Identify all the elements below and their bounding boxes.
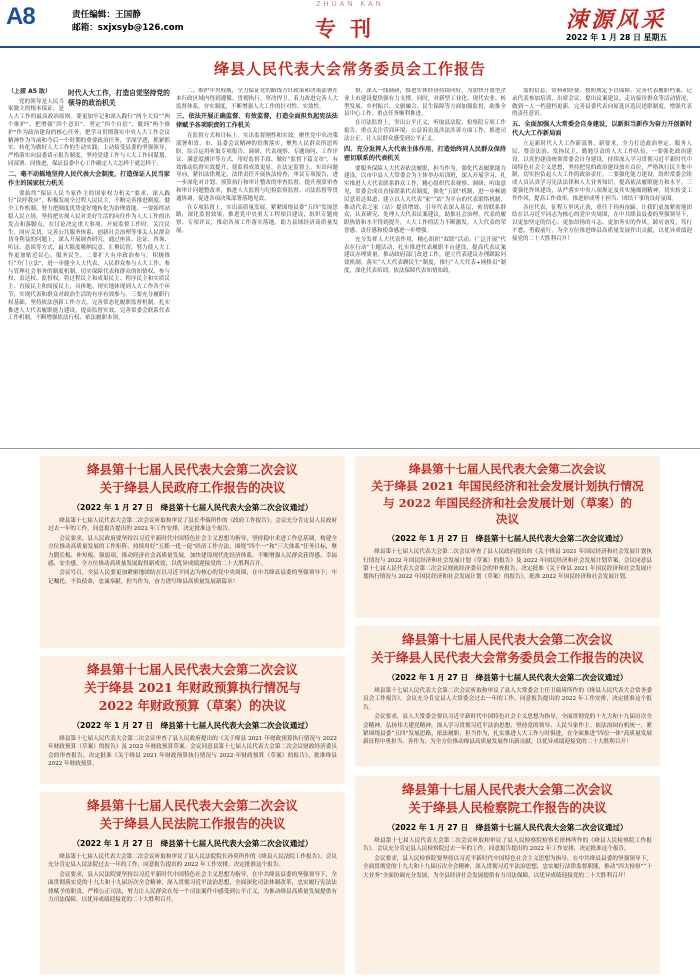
paragraph: 绛县第十七届人民代表大会第二次会议听取和审议了县人民检察院检察长徐林所作的《绛县人民检察院工作报告》。会议充分肯定县人民检察院过去一年的工作，同意报告提出的 2022 年工作安排，决定批准这个报告。 — [363, 837, 652, 853]
paragraph: 要服务保障人大代表依法履职，担当作为。强化代表履职能力建设，以市中县人大常委会为主体举办培训班，深入开展学习，扎实推进人大代表联系群众工作，精心组织代表视察、调研、听取意见，常委会成员直接联系代表制度，强化“五联”机制，进一步畅通民意表达渠道；建立以人大代表“家”“站”为平台的代表联络机制，推动代表之家（站）提质增效，引导代表深入基层，密切联系群众，认真研究、处理人大代表议案建议，助推社会治理，代表的履职热情和水平得到提升，人大工作的活力不断激发，人大代表的荣誉感、责任感和使命感进一步增强。 — [344, 165, 506, 234]
section-rule — [0, 448, 700, 449]
resolution-title-line: 绛县第十七届人民代表大会第二次会议 — [408, 462, 607, 476]
paragraph: 要始终“保证人民当家作主的国家权力机关”要求，深入践行“民呼我应”，积极发展全过程人民民主，不断完善推进制度、健全工作机制、努力把制度优势更好地转化为治理效能。一要始终站稳人民立场，坚持把实现人民对美好生活的向往作为人大工作的出发点和落脚点，在讨论决定重大事项、开展监督工作时，关注民生，回应关切，完善公共服务体系，创新社会治理等事关人民群众切身利益的问题上，深入开展调查研究，通过座谈、论证、咨询、听证、恳谈等方式，最大限度吸纳民意、汇聚民智，努力使人大工作更加贴近民心、服务民生。二要扩大有序政治参与。积极推行“开门立法”，进一步健全人大代表、人民群众参与人大工作、参与管理社会事务的制度机制，切实保障代表和群众的知情权、参与权、表达权、监督权，将过程民主和成果民主、程序民主和实质民主、直接民主和间接民主，具体地、现实地体现到人大工作各个环节，实现代表和群众对政治生活的有序有效参与。三要充分履职行权基础。坚持依法创新工作方式，完善常态化履职监督机制，扎实推进人大代表履职能力建设，提高监督实效，完善常委会联系代表工作机制，不断增强依法行权、依法履职本领。 — [8, 190, 170, 322]
brand-logo: 涑源风采 — [566, 7, 667, 33]
resolution-text — [363, 837, 652, 880]
editor-email: 邮箱：sxjxsyb@126.com — [72, 23, 184, 33]
section-english: ZHUAN KAN — [316, 1, 384, 8]
paragraph: 察，深入一线调研，推进实体经济持续向好，为加快开放型企业上市建设提供强有力支撑。同时，对新型工业化、现代农业、转型发展、乡村振兴、文旅融合、民生保障等方面加强监督，助推全县中心工作、重点任务顺利推进。 — [344, 88, 506, 118]
paragraph: 绛县第十七届人民代表大会第二次会议审查了县人民政府提出的《关于绛县 2021 年国民经济和社会发展计划执行情况与 2022 年国民经济和社会发展计划（草案）的报告》及 2022 年国民经济和社会发展计划草案。会议同意县第十七届人民代表大会第二次会议财政经济委员会的审查报告，决定批准《关于绛县 2021 年国民经济和社会发展计划执行情况与 2022 年国民经济和社会发展计划（草案）的报告》，批准 2022 年国民经济和社会发展计划。 — [363, 549, 652, 581]
resolution-title-line: 2022 年财政预算（草案）的决议 — [98, 697, 287, 713]
paragraph: 会议要求，县人民法院要坚持以习近平新时代中国特色社会主义思想为指导，在中共绛县县委的坚强领导下，全面贯彻落实党的十九大和十九届历次全会精神，深入贯彻习近平法治思想，全面深化司法体制改革，忠实履行宪法法律赋予的职责，严格公正司法，努力让人民群众在每一个司法案件中感受到公平正义，为推动绛县高质量发展提供有力司法保障，以优异成绩迎接党的二十大胜利召开。 — [48, 871, 337, 903]
resolution-subtitle: （2022 年 1 月 27 日 绛县第十七届人民代表大会第二次会议通过） — [387, 822, 628, 832]
resolution-subtitle: （2022 年 1 月 27 日 绛县第十七届人民代表大会第二次会议通过） — [72, 502, 313, 512]
editor-info — [72, 9, 184, 35]
article-col-3 — [344, 88, 506, 440]
resolution-title-line: 绛县第十七届人民代表大会第二次会议 — [87, 798, 298, 813]
page-number: A8 — [6, 3, 35, 30]
resolution-text — [48, 735, 337, 769]
article-col-4 — [512, 88, 692, 440]
lead-heading: 时代人大工作，打造自觉坚持党的领导的政治机关 — [68, 89, 170, 108]
paragraph: 绛县第十七届人民代表大会第二次会议审查了县人民政府提出的《关于绛县 2021 年财政预算执行情况与 2022 年财政预算（草案）的报告》及 2022 年财政预算草案。会议同意县第十七届人民代表大会第二次会议财政经济委员会的审查报告，决定批准《关于绛县 2021 年财政预算执行情况与 2022 年财政预算（草案）的报告》，批准绛县 2022 年财政预算。 — [48, 735, 337, 768]
paragraph: 会议要求，县人民政府要坚持以习近平新时代中国特色社会主义思想为指导，坚持稳中求进工作总基调，构建全方位推动高质量发展的工作矩阵，持续用好“五抓一优一促”经济工作方法，围绕“四个一”和“三大体系”任务目标，聚力锻长板、补短板、强弱项，推动经济社会高质量发展，加快建设现代化经济体系，不断增强人民群众获得感、幸福感、安全感，全方位推动高质量发展取得新成效，以优异成绩迎接党的二十大胜利召开。 — [48, 535, 337, 567]
section-heading-5: 五、全面加强人大常委会自身建设，以新担当新作为奋力开创新时代人大工作新局面 — [512, 121, 692, 138]
resolution-title-line: 与 2022 年国民经济和社会发展计划（草案）的 — [382, 495, 633, 510]
resolution-procuratorate — [355, 776, 660, 974]
issue-date: 2022 年 1 月 28 日 星期五 — [566, 33, 668, 42]
resolution-title-line: 关于绛县人民代表大会常务委员会工作报告的决议 — [371, 649, 644, 665]
paragraph: 绛县第十七届人民代表大会第二次会议听取和审议了县人大常委会主任卫瑞琦所作的《绛县人民代表大会常务委员会工作报告》。会议充分肯定县人大常委会过去一年的工作，同意报告提出的 2022 年工作安排，决定批准这个报告。 — [363, 687, 652, 711]
section-heading-3: 三、依法开展正确监督、有效监督，打造全面担负起宪法法律赋予各项职责的工作机关 — [176, 113, 338, 130]
resolution-title-line: 绛县第十七届人民代表大会第二次会议 — [87, 662, 298, 677]
col1-paras — [8, 99, 170, 169]
resolution-text — [48, 517, 337, 586]
resolution-text — [363, 687, 652, 747]
resolution-title-line: 关于绛县 2021 年国民经济和社会发展计划执行情况 — [371, 478, 644, 493]
resolution-standing-committee — [355, 626, 660, 766]
paragraph: 绛县第十七届人民代表大会第二次会议听取和审议了县人民法院院长孙英所作的《绛县人民法院工作报告》。会议充分肯定县人民法院过去一年的工作，同意报告提出的 2022 年工作安排，决定批准这个报告。 — [48, 853, 337, 869]
paragraph: 在监督方式和目标上，实出监督刚性和实效。聚焦党中央决策部署和省、市、县委会议精神的贯彻落实，聚焦人民群众所思所盼，综合运用听取专项报告、调研、代表视察、专题询问、工作评议、满意度测评等方式，用好监督手段、做好“监督下篇文章”，有效推动监督实效提升，使监督成效更显。在法定监督上，实出问题导向。紧扣法律规定，法律责任开展执法检查，审议专项报告，进一步深化对计划、预算执行和审计整改的审查监督，提升预算审查和审计问题整改率，推进人大监督与纪检监察监督、司法监督等贯通协调，促进各项决策部署落地见效。 — [176, 133, 338, 202]
resolution-subtitle: （2022 年 1 月 27 日 绛县第十七届人民代表大会第二次会议通过） — [387, 534, 628, 544]
paragraph: 各位代表，征程万里风正劲，重任千钧再奋蹄。让我们更加紧密地团结在以习近平同志为核心的党中央周围，在中共绛县县委的坚强领导下，以更加坚定的信心、更加昂扬的斗志、更加务实的作风，踔厉奋发，笃行不怠，勇毅前行，为全方位推进绛县高质量发展作出贡献，以优异成绩迎接党的二十大胜利召开！ — [512, 204, 692, 242]
paragraph: 会议号召，全县人民要更加紧密地团结在以习近平同志为核心的党中央周围，在中共绛县县委的坚强领导下，牢记嘱托、不负使命，忠诚奉献、担当作为，奋力谱写绛县高质量发展新篇章！ — [48, 570, 337, 585]
resolution-text — [48, 853, 337, 904]
resolution-title-line: 绛县第十七届人民代表大会第二次会议 — [402, 782, 613, 797]
masthead — [0, 0, 700, 44]
paragraph: 需的信息、资料和经费，按照规定予以保障。完善代表履职档案、记录代表参加培训、出席会议、提出议案建议、走访接待群众等活动情况，做到一人一档建档更新。完善县委代表向原选区选民述职制度，增强代表的责任意识。 — [512, 88, 692, 118]
paragraph: 立足新时代人大工作新部署、新要求，全力打造政治坚定、服务人民、尊崇法治、发扬民主、勤勉尽责的人大工作队伍。一要强化政治建设，以党的建设统领常委会自身建设，持续深入学习贯彻习近平新时代中国特色社会主义思想，坚持把党的政治建设放在首位，严格执行民主集中制，切实担负起人大工作的政治责任。二要强化能力建设，组织常委会组成人员认真学习宪法法律和人大业务知识，提高依法履职能力和水平。三要强化作风建设，从严落实中央八项规定及其实施细则精神，切实转变工作作风，提高工作效率，推进形成勇于担当、团结干事的良好氛围。 — [512, 141, 692, 202]
article-col-2 — [176, 88, 338, 440]
resolution-title-line: 关于绛县 2021 年财政预算执行情况与 — [84, 679, 301, 695]
continued-note: （上接 A5 版） — [8, 88, 51, 95]
resolution-title-line: 绛县第十七届人民代表大会第二次会议 — [87, 462, 298, 477]
resolution-text — [363, 548, 652, 582]
editor-name: 责任编辑：王国静 — [72, 10, 141, 20]
paragraph: 在专项监督上，实出高质量发展。紧紧围绕县委“五四”发展思路，深化监督效果，推进党中央重大工程项目建设，组织专题视察、专项评议，推动各项工作落实落地，助力县域经济高质量发展。 — [176, 204, 338, 234]
paragraph: 绛县第十七届人民代表大会第二次会议听取和审议了县长李瑞所作的《政府工作报告》。会议充分肯定县人民政府过去一年的工作，同意报告提出的 2022 年工作安排，决定批准这个报告。 — [48, 517, 337, 533]
resolution-court — [40, 792, 345, 974]
resolution-title-line: 关于绛县人民检察院工作报告的决议 — [408, 799, 607, 815]
resolution-economic-plan — [355, 456, 660, 618]
paragraph: 充分发挥人大代表作用，精心组织“双联”活动，广泛开展“代表在行动”主题活动，扎实推进代表履职平台建设，提高代表议案建议办理质量，推动政府部门改进工作，建立代表建议办理跟踪问效机制，落实“人大代表聊民生”制度，推行“人大代表+网格员”制度，深化代表培训，依法保障代表知情知政。 — [344, 236, 506, 274]
section-heading-4: 四、充分发挥人大代表主体作用，打造始终同人民群众保持密切联系的代表机关 — [344, 145, 506, 162]
paragraph: 二、维护中央权威，全力保证党的路线方针政策和决策部署在本行政区域内得到遵循、贯彻执行、坚决捍卫。着力改进完善人大监督体系，夯实制度，不断增强人大工作的针对性、实效性。 — [176, 88, 338, 110]
paragraph: 会议要求，县人民检察院要坚持以习近平新时代中国特色社会主义思想为指导，在中共绛县县委的坚强领导下，全面贯彻党的十九大和十九届历次全会精神，深入贯彻习近平法治思想，忠实履行法律监督职能，推动“四大检察”“十大业务”全面协调充分发展，为全县经济社会发展提供有力司法保障，以优异成绩迎接党的二十大胜利召开！ — [363, 855, 652, 879]
paragraph: 党的领导是人民当家做主的根本保证，是人大工作的最高政治原则。要更加牢记和深入践行“两个大局”“两个维护”，把增强“四个意识”、坚定“四个自信”、做到“两个维护”作为政治建设的核心任务，把学习贯彻落实中央人大工作会议精神作为当前和今后一个时期的重要政治任务，学深学透，抓紧抓实，转化为做好人大工作的生动实践；主动接受县委的坚强领导，严格落实向县委请示报告制度，坚持党建工作与人大工作同谋划、同部署、同推进，保证县委中心工作确定人大怎样干就怎样干。 — [8, 98, 170, 167]
resolution-title-line: 绛县第十七届人民代表大会第二次会议 — [402, 632, 613, 647]
resolution-title-line: 决议 — [495, 512, 520, 527]
resolution-gov-report — [40, 456, 345, 648]
section-title: 专刊 — [315, 16, 385, 41]
resolution-budget — [40, 656, 345, 784]
resolution-subtitle: （2022 年 1 月 27 日 绛县第十七届人民代表大会第二次会议通过） — [387, 672, 628, 682]
resolution-title-line: 关于绛县人民法院工作报告的决议 — [99, 815, 286, 831]
article-col-1 — [8, 88, 170, 440]
paragraph: 在司法监督上，突出公平正义，听取县法院、检察院专项工作报告，重点关注营商环境、公益诉讼及涉法涉诉方面工作，推进司法公正，让人民群众感受到公平正义。 — [344, 120, 506, 142]
header-rule — [0, 46, 700, 48]
paragraph: 会议要求，县人大常委会要以习近平新时代中国特色社会主义思想为指导，全面贯彻党的十九大和十九届历次全会精神，弘扬伟大建党精神，深入学习贯彻习近平法治思想，坚持党的领导、人民当家作主、依法治国有机统一，紧紧围绕县委“五四”发展思路，依法履职、担当作为，扎实推进人大工作与时俱进，在全面推进“四位一体”高质量发展新征程中勇担当、善作为，为全方位推动绛县高质量发展作出新贡献，以优异成绩迎接党的二十大胜利召开！ — [363, 714, 652, 746]
section-heading-2: 二、毫不动摇地坚持人民代表大会制度，打造保证人民当家作主的国家权力机关 — [8, 170, 170, 187]
main-title: 绛县人民代表大会常务委员会工作报告 — [213, 60, 486, 78]
resolution-subtitle: （2022 年 1 月 27 日 绛县第十七届人民代表大会第二次会议通过） — [72, 838, 313, 848]
resolution-subtitle: （2022 年 1 月 27 日 绛县第十七届人民代表大会第二次会议通过） — [72, 720, 313, 730]
resolution-title-line: 关于绛县人民政府工作报告的决议 — [99, 479, 286, 495]
